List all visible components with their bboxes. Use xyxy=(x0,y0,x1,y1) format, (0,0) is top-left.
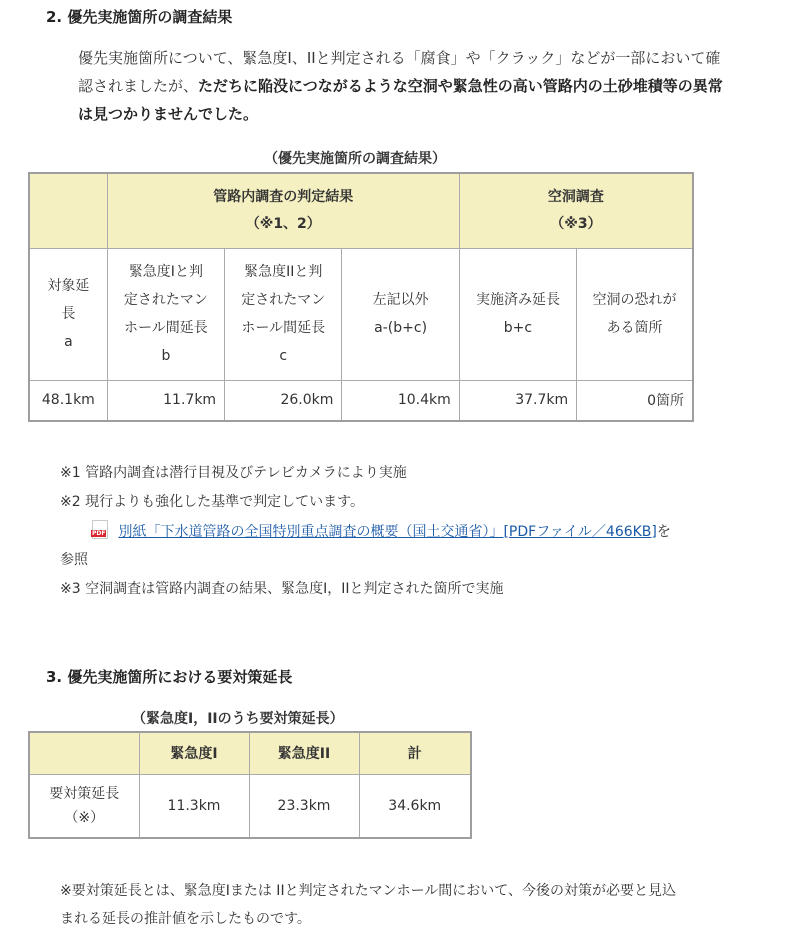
note-3: ※3 空洞調査は管路内調査の結果、緊急度I，IIと判定された箇所で実施 xyxy=(60,581,504,597)
subheader-other-length: 左記以外 a-(b+c) xyxy=(342,248,459,380)
countermeasure-note-line-1: ※要対策延長とは、緊急度Iまたは IIと判定されたマンホール間において、今後の対策が必要と見込 xyxy=(60,883,677,899)
cavity-survey-group-header: 空洞調査 （※3） xyxy=(459,173,693,248)
header-urgency-2: 緊急度II xyxy=(249,732,359,774)
reference-continuation: 参照 xyxy=(60,552,88,568)
table-2-caption: （緊急度I，IIのうち要対策延長） xyxy=(132,711,344,727)
value-target-length: 48.1km xyxy=(29,380,107,421)
value-total-countermeasure: 34.6km xyxy=(359,774,471,838)
subheader-cavity-risk-sites: 空洞の恐れが ある箇所 xyxy=(577,248,693,380)
value-urgency-2-length: 26.0km xyxy=(225,380,342,421)
reference-line xyxy=(92,520,671,541)
note-1: ※1 管路内調査は潜行目視及びテレビカメラにより実施 xyxy=(60,465,407,481)
subheader-urgency-1-length: 緊急度Iと判 定されたマン ホール間延長 b xyxy=(107,248,224,380)
header-urgency-1: 緊急度I xyxy=(139,732,249,774)
section-3-heading: 3. 優先実施箇所における要対策延長 xyxy=(46,668,293,686)
header-total: 計 xyxy=(359,732,471,774)
pdf-file-icon xyxy=(92,520,108,539)
table-1-caption: （優先実施箇所の調査結果） xyxy=(264,151,446,167)
paragraph-line-2: 認されましたが、ただちに陥没につながるような空洞や緊急性の高い管路内の土砂堆積等の異常 xyxy=(78,77,723,95)
section-2-heading: 2. 優先実施箇所の調査結果 xyxy=(46,8,233,26)
paragraph-line-3: は見つかりませんでした。 xyxy=(78,105,259,123)
table-2-corner-cell xyxy=(29,732,139,774)
paragraph-line-1: 優先実施箇所について、緊急度I、IIと判定される「腐食」や「クラック」などが一部において確 xyxy=(78,49,721,67)
value-urgency-1-length: 11.7km xyxy=(107,380,224,421)
value-completed-length: 37.7km xyxy=(459,380,576,421)
pipe-inspection-group-header: 管路内調査の判定結果 （※1、2） xyxy=(107,173,459,248)
note-2: ※2 現行よりも強化した基準で判定しています。 xyxy=(60,494,364,510)
countermeasure-length-table xyxy=(28,731,472,839)
value-urgency-1-countermeasure: 11.3km xyxy=(139,774,249,838)
reference-suffix: を xyxy=(656,524,671,540)
value-urgency-2-countermeasure: 23.3km xyxy=(249,774,359,838)
value-other-length: 10.4km xyxy=(342,380,459,421)
survey-results-table xyxy=(28,172,694,422)
subheader-completed-length: 実施済み延長 b+c xyxy=(459,248,576,380)
pdf-reference-link[interactable]: 別紙「下水道管路の全国特別重点調査の概要（国土交通省）」[PDFファイル／466KB] xyxy=(118,524,657,540)
subheader-target-length: 対象延 長 a xyxy=(29,248,107,380)
subheader-urgency-2-length: 緊急度IIと判 定されたマン ホール間延長 c xyxy=(225,248,342,380)
value-cavity-risk-sites: 0箇所 xyxy=(577,380,693,421)
section-2-paragraph xyxy=(78,44,778,128)
countermeasure-note-line-2: まれる延長の推計値を示したものです。 xyxy=(60,911,311,927)
table-corner-cell xyxy=(29,173,107,248)
row-label-countermeasure-length: 要対策延長 （※） xyxy=(29,774,139,838)
